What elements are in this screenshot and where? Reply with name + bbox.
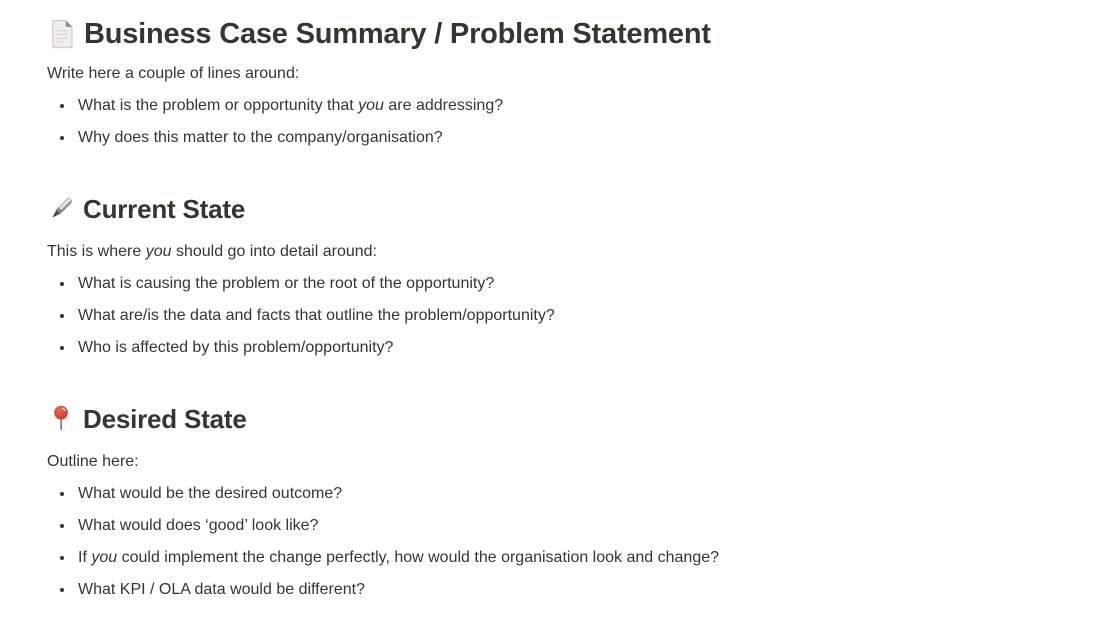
bullet-text: What would be the desired outcome? bbox=[78, 485, 343, 502]
bullet-text: are addressing? bbox=[383, 97, 504, 114]
bullet-item bbox=[75, 336, 1065, 360]
intro-text: Write here a couple of lines around: bbox=[47, 65, 300, 82]
bullet-item bbox=[75, 272, 1065, 296]
bullet-text: What is the problem or opportunity that bbox=[78, 97, 359, 114]
section-heading-desired-state bbox=[47, 402, 1065, 436]
bullet-list bbox=[47, 94, 1065, 150]
bullet-text-italic: you bbox=[358, 97, 384, 114]
heading-text: Desired State bbox=[83, 404, 247, 434]
bullet-text: What would does ‘good’ look like? bbox=[78, 517, 319, 534]
bullet-text: could implement the change perfectly, how would the organisation look and change? bbox=[117, 549, 720, 566]
bullet-text: Who is affected by this problem/opportunity? bbox=[78, 339, 394, 356]
intro-text: This is where bbox=[47, 243, 146, 260]
page-facing-up-icon bbox=[47, 19, 77, 49]
intro-text: should go into detail around: bbox=[171, 243, 377, 260]
bullet-text: What KPI / OLA data would be different? bbox=[78, 581, 365, 598]
bullet-item bbox=[75, 482, 1065, 506]
round-pushpin-icon bbox=[47, 405, 75, 433]
bullet-item bbox=[75, 578, 1065, 602]
bullet-list bbox=[47, 272, 1065, 360]
section-intro bbox=[47, 62, 1065, 86]
bullet-item bbox=[75, 94, 1065, 118]
bullet-text: Why does this matter to the company/organisation? bbox=[78, 129, 443, 146]
bullet-item bbox=[75, 514, 1065, 538]
heading-text: Business Case Summary / Problem Statement bbox=[84, 18, 711, 50]
bullet-text: What are/is the data and facts that outline the problem/opportunity? bbox=[78, 307, 555, 324]
bullet-list bbox=[47, 482, 1065, 602]
intro-text: Outline here: bbox=[47, 453, 139, 470]
section-intro bbox=[47, 240, 1065, 264]
heading-text: Current State bbox=[83, 194, 246, 224]
section-intro bbox=[47, 450, 1065, 474]
bullet-item bbox=[75, 126, 1065, 150]
section-heading-business-case-summary bbox=[47, 16, 1065, 52]
bullet-item bbox=[75, 546, 1065, 570]
bullet-text: What is causing the problem or the root of the opportunity? bbox=[78, 275, 495, 292]
bullet-text: If bbox=[78, 549, 92, 566]
pen-icon bbox=[47, 195, 75, 223]
section-heading-current-state bbox=[47, 192, 1065, 226]
bullet-text-italic: you bbox=[91, 549, 118, 566]
intro-text-italic: you bbox=[145, 243, 172, 260]
bullet-item bbox=[75, 304, 1065, 328]
